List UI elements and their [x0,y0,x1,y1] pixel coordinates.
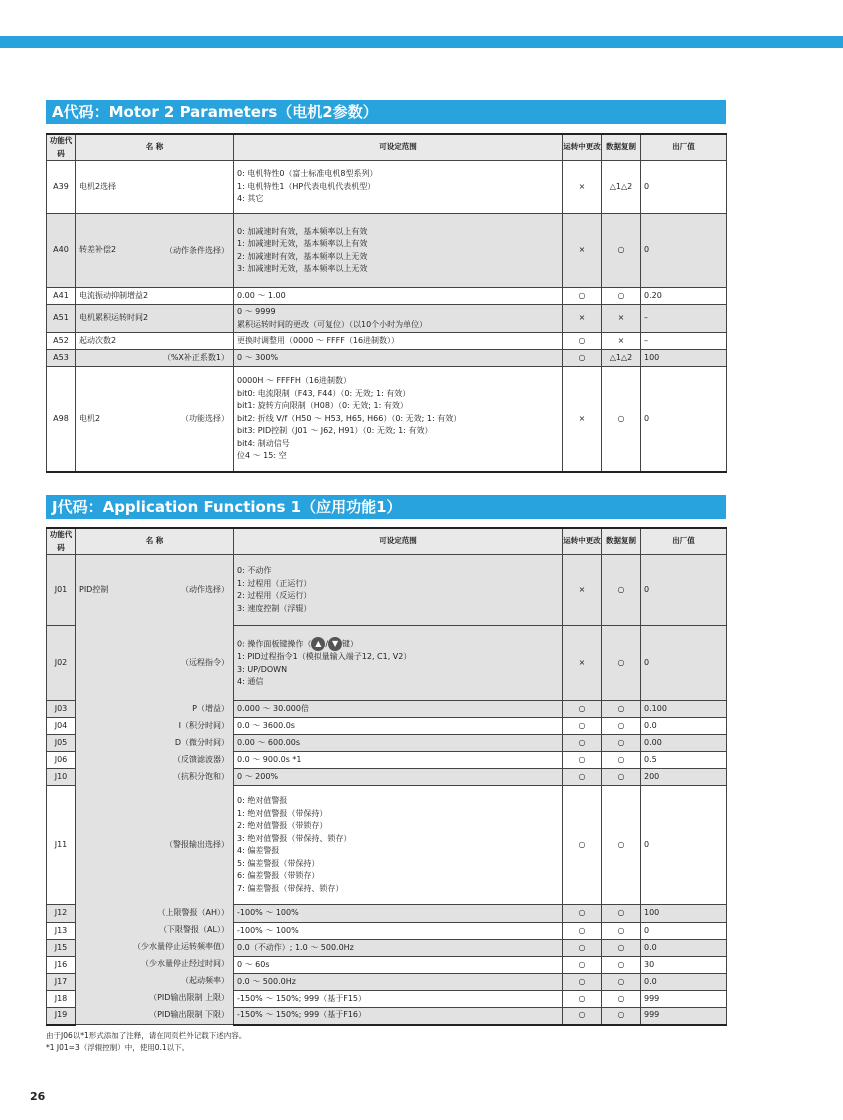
default-cell: 0 [641,626,727,701]
down-key-icon: ▼ [328,637,342,651]
code-cell: J19 [47,1007,76,1024]
name-cell [76,161,234,214]
code-cell: J17 [47,973,76,990]
code-cell: J12 [47,904,76,922]
range-line: 4: 偏差警报 [237,846,280,856]
range-cell [234,956,563,973]
code-cell: J16 [47,956,76,973]
range-cell [234,718,563,735]
range-line: 5: 偏差警报（带保持） [237,858,320,868]
code-cell: J06 [47,752,76,769]
range-cell [234,305,563,333]
range-line: -100% ～ 100% [237,907,299,917]
name-cell [76,214,234,288]
data-copy-cell: ○ [602,973,641,990]
header-data-copy: 数据复制 [602,528,641,555]
header-default: 出厂值 [641,528,727,555]
default-cell: 0 [641,555,727,626]
code-cell: J04 [47,718,76,735]
range-cell [234,752,563,769]
default-cell: 30 [641,956,727,973]
range-line: 2: 过程用（反运行） [237,591,312,601]
j02-line: 1: PID过程指令1（模拟量输入端子12, C1, V2） [237,652,412,662]
default-cell: 100 [641,904,727,922]
run-change-cell: ○ [563,752,602,769]
range-cell [234,350,563,367]
default-cell: 0.0 [641,973,727,990]
name-cell [76,288,234,305]
run-change-cell: × [563,161,602,214]
code-cell: A40 [47,214,76,288]
range-line: 0 ～ 300% [237,352,279,362]
header-range: 可设定范围 [234,134,563,161]
footnote-1: 由于J06以*1形式添加了注释，请在同页栏外记载下述内容。 [46,1031,247,1040]
table-header-row [47,528,727,555]
param-subname: P（增益） [192,704,229,714]
range-line: 0.0（不动作）; 1.0 ～ 500.0Hz [237,942,354,952]
run-change-cell: ○ [563,735,602,752]
default-cell: 0 [641,922,727,939]
range-cell [234,922,563,939]
section-a-title: A代码：Motor 2 Parameters（电机2参数） [46,100,726,124]
param-subname-row [79,786,229,904]
range-line: 1: 电机特性1（HP代表电机代表机型） [237,181,376,191]
range-line: 4: 其它 [237,194,264,204]
code-cell: A41 [47,288,76,305]
code-cell: A53 [47,350,76,367]
run-change-cell: ○ [563,769,602,786]
data-copy-cell: ○ [602,752,641,769]
code-cell: A51 [47,305,76,333]
param-subname: （下限警报（AL）） [159,925,229,935]
code-cell: A98 [47,367,76,472]
param-subname-row [79,769,229,786]
header-data-copy: 数据复制 [602,134,641,161]
default-cell: – [641,333,727,350]
up-key-icon: ▲ [311,637,325,651]
range-line: 0 ～ 200% [237,772,279,782]
param-subname-row [79,922,229,939]
data-copy-cell: ○ [602,922,641,939]
param-subname-row [79,555,229,626]
j02-line0-sep: / [325,639,329,649]
param-subname-row [79,939,229,956]
range-cell [234,288,563,305]
range-line: 0: 加减速时有效，基本频率以上有效 [237,226,368,236]
range-line: 7: 偏差警报（带保持、锁存） [237,883,344,893]
default-cell: 100 [641,350,727,367]
run-change-cell: ○ [563,718,602,735]
range-cell [234,161,563,214]
range-line: 0 ～ 60s [237,959,270,969]
j02-line0-pre: 0: 操作面板键操作（ [237,639,312,649]
code-cell: J02 [47,626,76,701]
header-code: 功能代码 [47,528,76,555]
header-run-change: 运转中更改 [563,528,602,555]
code-cell: J18 [47,990,76,1007]
data-copy-cell: ○ [602,904,641,922]
data-copy-cell: ○ [602,786,641,904]
range-line: 0000H ～ FFFFH（16进制数） [237,376,352,385]
header-name: 名 称 [76,528,234,555]
data-copy-cell: × [602,333,641,350]
data-copy-cell: ○ [602,288,641,305]
range-line: 0.0 ～ 500.0Hz [237,976,296,986]
header-code: 功能代码 [47,134,76,161]
table-header-row [47,134,727,161]
table-row [47,333,727,350]
range-line: 2: 绝对值警报（带锁存） [237,821,328,831]
name-cell [76,367,234,472]
param-subname: （动作选择） [181,585,229,595]
param-subname: （远程指令） [181,658,229,668]
section-j-table [46,527,727,1026]
section-j-title: J代码：Application Functions 1（应用功能1） [46,495,726,519]
range-cell [234,990,563,1007]
param-subname-row [79,956,229,973]
code-cell: J03 [47,701,76,718]
run-change-cell: × [563,555,602,626]
param-subname: D（微分时间） [174,738,229,748]
param-subname: （%X补正系数1） [162,352,229,362]
default-cell: 0.0 [641,939,727,956]
data-copy-cell: ○ [602,701,641,718]
data-copy-cell: ○ [602,990,641,1007]
range-line: 3: 绝对值警报（带保持、锁存） [237,833,352,843]
default-cell: 0 [641,367,727,472]
run-change-cell: ○ [563,288,602,305]
run-change-cell: × [563,305,602,333]
range-cell [234,939,563,956]
code-cell: J01 [47,555,76,626]
data-copy-cell: ○ [602,214,641,288]
range-line: 3: 速度控制（浮辊） [237,603,312,613]
data-copy-cell: △1△2 [602,350,641,367]
range-cell [234,904,563,922]
name-cell [76,333,234,350]
table-row [47,367,727,472]
range-cell [234,735,563,752]
run-change-cell: ○ [563,786,602,904]
range-line: 1: 绝对值警报（带保持） [237,808,328,818]
param-subname: I（积分时间） [178,721,229,731]
default-cell: 0.5 [641,752,727,769]
code-cell: J05 [47,735,76,752]
range-cell [234,555,563,626]
range-cell [234,973,563,990]
range-line: 6: 偏差警报（带锁存） [237,871,320,881]
param-subname: （动作条件选择） [165,245,229,255]
data-copy-cell: ○ [602,626,641,701]
name-cell [76,350,234,367]
data-copy-cell: ○ [602,956,641,973]
code-cell: J15 [47,939,76,956]
table-row [47,161,727,214]
range-line: bit4: 制动信号 [237,438,290,448]
default-cell: 200 [641,769,727,786]
range-cell [234,786,563,904]
table-row [47,305,727,333]
name-cell-merged [76,555,234,1025]
default-cell: 0 [641,161,727,214]
top-accent-bar [0,36,843,48]
header-range: 可设定范围 [234,528,563,555]
page-number: 26 [30,1090,46,1103]
range-line: 0: 不动作 [237,566,272,576]
param-subname: （少水量停止经过时间） [141,959,229,969]
range-line: 1: 过程用（正运行） [237,578,312,588]
range-line: 0.0 ～ 3600.0s [237,721,295,731]
range-line: 累积运转时间的更改（可复位）（以10个小时为单位） [237,319,428,329]
code-cell: A39 [47,161,76,214]
header-run-change: 运转中更改 [563,134,602,161]
range-line: bit2: 折线 V/f（H50 ～ H53, H65, H66）（0: 无效; 1: 有效） [237,413,462,423]
table-row [47,288,727,305]
run-change-cell: ○ [563,973,602,990]
range-line: bit0: 电流限制（F43, F44）（0: 无效; 1: 有效） [237,388,411,398]
param-subname: （少水量停止运转频率值） [133,942,229,952]
param-subname: （PID输出限制 下限） [149,1010,229,1020]
pid-control-label: PID控制 [79,585,109,595]
param-subname: （警报输出选择） [165,839,229,849]
range-line: 位4 ～ 15: 空 [237,451,287,460]
table-row [47,214,727,288]
data-copy-cell: ○ [602,769,641,786]
param-name: 起动次数2 [79,335,117,345]
range-line: 0.00 ～ 600.00s [237,738,301,748]
j02-line: 4: 通信 [237,677,264,687]
table-row [47,350,727,367]
code-cell: J11 [47,786,76,904]
param-subname-row [79,752,229,769]
param-subname-row [79,904,229,922]
range-line: bit3: PID控制（J01 ～ J62, H91）（0: 无效; 1: 有效） [237,426,433,435]
data-copy-cell: ○ [602,939,641,956]
run-change-cell: ○ [563,990,602,1007]
param-subname-row [79,718,229,735]
default-cell: 999 [641,990,727,1007]
param-subname: （反馈滤波器） [173,755,229,765]
j02-line0-post: 键） [342,639,359,649]
range-line: 0.000 ～ 30.000倍 [237,704,309,714]
range-line: -150% ～ 150%; 999（基于F16） [237,1010,367,1020]
data-copy-cell: × [602,305,641,333]
data-copy-cell: ○ [602,735,641,752]
param-subname-row [79,626,229,701]
run-change-cell: ○ [563,1007,602,1024]
range-line: -150% ～ 150%; 999（基于F15） [237,993,367,1003]
range-line: 0: 电机特性0（富士标准电机8型系列） [237,169,378,179]
range-line: 0: 绝对值警报 [237,796,288,806]
table-row [47,555,727,626]
default-cell: 0 [641,786,727,904]
footnote-2: *1 J01=3（浮辊控制）中，使用0.1以下。 [46,1043,190,1052]
param-subname: （起动频率） [181,976,229,986]
param-name: 电机2 [79,413,101,423]
param-subname-row [79,701,229,718]
param-subname: （上限警报（AH）） [157,907,229,917]
code-cell: J10 [47,769,76,786]
param-name: 转差补偿2 [79,245,117,255]
param-name: 电机累积运转时间2 [79,313,149,323]
default-cell: 0.0 [641,718,727,735]
j02-line: 3: UP/DOWN [237,664,288,674]
code-cell: A52 [47,333,76,350]
range-cell [234,769,563,786]
data-copy-cell: ○ [602,555,641,626]
param-subname-row [79,1007,229,1024]
header-name: 名 称 [76,134,234,161]
param-subname-row [79,990,229,1007]
code-cell: J13 [47,922,76,939]
run-change-cell: ○ [563,701,602,718]
range-line: 0.0 ～ 900.0s *1 [237,755,302,765]
default-cell: 0 [641,214,727,288]
range-cell [234,214,563,288]
range-cell [234,1007,563,1024]
range-cell [234,367,563,472]
default-cell: 0.100 [641,701,727,718]
param-subname: （PID输出限制 上限） [149,993,229,1003]
range-line: 2: 加减速时有效，基本频率以上无效 [237,251,368,261]
run-change-cell: × [563,626,602,701]
range-line: 1: 加减速时无效，基本频率以上有效 [237,239,368,248]
data-copy-cell: ○ [602,718,641,735]
header-default: 出厂值 [641,134,727,161]
default-cell: 0.20 [641,288,727,305]
section-a-table [46,133,727,473]
param-name: 电机2选择 [79,181,117,191]
range-cell [234,701,563,718]
range-line: 0.00 ～ 1.00 [237,290,286,300]
range-line: -100% ～ 100% [237,925,299,935]
data-copy-cell: ○ [602,367,641,472]
range-line: bit1: 旋转方向限制（H08）（0: 无效; 1: 有效） [237,401,408,410]
param-name: 电流振动抑制增益2 [79,290,149,300]
name-cell [76,305,234,333]
data-copy-cell: ○ [602,1007,641,1024]
run-change-cell: × [563,214,602,288]
run-change-cell: ○ [563,956,602,973]
param-subname-row [79,735,229,752]
run-change-cell: ○ [563,939,602,956]
run-change-cell: ○ [563,904,602,922]
default-cell: 999 [641,1007,727,1024]
range-line: 0 ～ 9999 [237,307,276,316]
default-cell: 0.00 [641,735,727,752]
range-cell [234,333,563,350]
param-subname-row [79,973,229,990]
range-line: 3: 加减速时无效，基本频率以上无效 [237,264,368,273]
run-change-cell: ○ [563,350,602,367]
run-change-cell: × [563,367,602,472]
range-line: 更换时调整用（0000 ～ FFFF（16进制数）） [237,335,400,345]
data-copy-cell: △1△2 [602,161,641,214]
run-change-cell: ○ [563,922,602,939]
default-cell: – [641,305,727,333]
param-subname: （功能选择） [181,413,229,423]
range-cell [234,626,563,701]
run-change-cell: ○ [563,333,602,350]
param-subname: （抗积分饱和） [173,772,229,782]
